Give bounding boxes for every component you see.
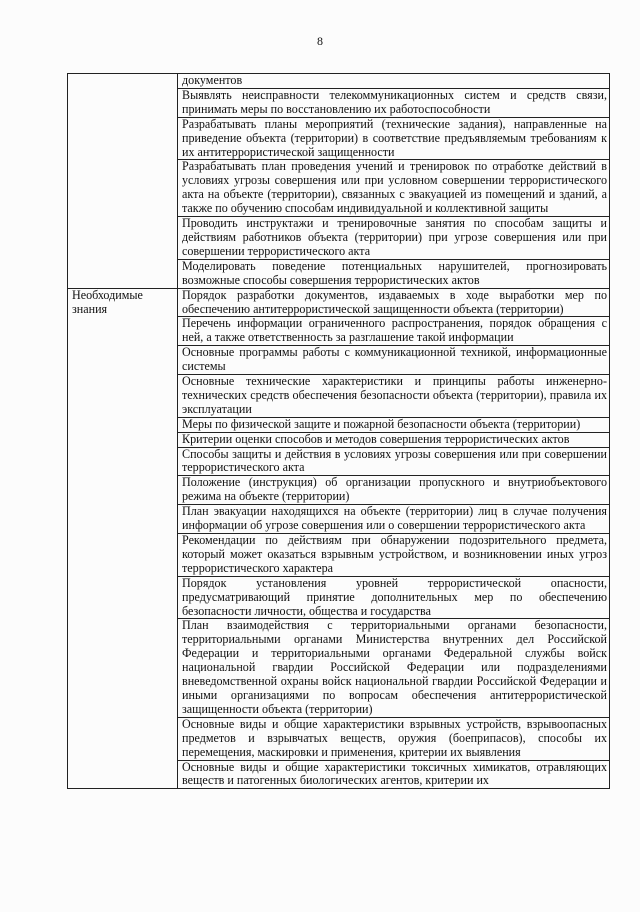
skill-item: Выявлять неисправности телекоммуникационных систем и средств связи, принимать меры по восстановлению их работоспособности	[178, 88, 610, 117]
knowledge-item: Порядок разработки документов, издаваемых в ходе выработки мер по обеспечению антитеррористической защищенности объекта (территории)	[178, 288, 610, 317]
knowledge-item: Положение (инструкция) об организации пропускного и внутриобъектового режима на объекте (территории)	[178, 476, 610, 505]
skill-item: Проводить инструктажи и тренировочные занятия по способам защиты и действиям работников объекта (территории) при угрозе совершения или при совершении террористического акта	[178, 217, 610, 260]
knowledge-item: Основные программы работы с коммуникационной техникой, информационные системы	[178, 346, 610, 375]
knowledge-item: Основные виды и общие характеристики взрывных устройств, взрывоопасных предметов и взрывчатых веществ, оружия (боеприпасов), способы их перемещения, маскировки и применения, критерии их выявления	[178, 717, 610, 760]
page-number: 8	[317, 34, 323, 48]
knowledge-item: Способы защиты и действия в условиях угрозы совершения или при совершении террористического акта	[178, 447, 610, 476]
knowledge-item: Перечень информации ограниченного распространения, порядок обращения с ней, а также ответственность за разглашение такой информации	[178, 317, 610, 346]
knowledge-item: Меры по физической защите и пожарной безопасности объекта (территории)	[178, 417, 610, 432]
skills-label-cell	[68, 74, 178, 289]
knowledge-item: Критерии оценки способов и методов совершения террористических актов	[178, 432, 610, 447]
competency-table	[67, 73, 610, 789]
knowledge-item: Порядок установления уровней террористической опасности, предусматривающий принятие дополнительных мер по обеспечению безопасности личности, общества и государства	[178, 576, 610, 619]
knowledge-item: Основные виды и общие характеристики токсичных химикатов, отравляющих веществ и патогенных биологических агентов, критерии их	[178, 760, 610, 789]
knowledge-item: План взаимодействия с территориальными органами безопасности, территориальными органами Министерства внутренних дел Российской Федерации и территориальными органами Федеральной службы войск национальной гвардии Российской Федерации или подразделениями вневедомственной охраны войск национальной гвардии Российской Федерации и иными организациями по вопросам обеспечения антитеррористической защищенности объекта (территории)	[178, 619, 610, 717]
table-row	[68, 74, 610, 89]
knowledge-item: Рекомендации по действиям при обнаружении подозрительного предмета, который может оказаться взрывным устройством, и возникновении иных угроз террористического характера	[178, 534, 610, 577]
skill-item: Разрабатывать планы мероприятий (технические задания), направленные на приведение объекта (территории) в соответствие предъявляемым требованиям к их антитеррористической защищенности	[178, 117, 610, 160]
table-row	[68, 288, 610, 317]
knowledge-item: Основные технические характеристики и принципы работы инженерно-технических средств обеспечения безопасности объекта (территории), правила их эксплуатации	[178, 375, 610, 418]
skill-item: Разрабатывать план проведения учений и тренировок по отработке действий в условиях угрозы совершения или при условном совершении террористического акта на объекте (территории), связанных с эвакуацией из помещений и зданий, а также по обучению способам индивидуальной и коллективной защиты	[178, 160, 610, 217]
skill-item: документов	[178, 74, 610, 89]
knowledge-label: Необходимые знания	[68, 288, 178, 789]
knowledge-item: План эвакуации находящихся на объекте (территории) лиц в случае получения информации об угрозе совершения или о совершении террористического акта	[178, 505, 610, 534]
skill-item: Моделировать поведение потенциальных нарушителей, прогнозировать возможные способы совершения террористических актов	[178, 259, 610, 288]
